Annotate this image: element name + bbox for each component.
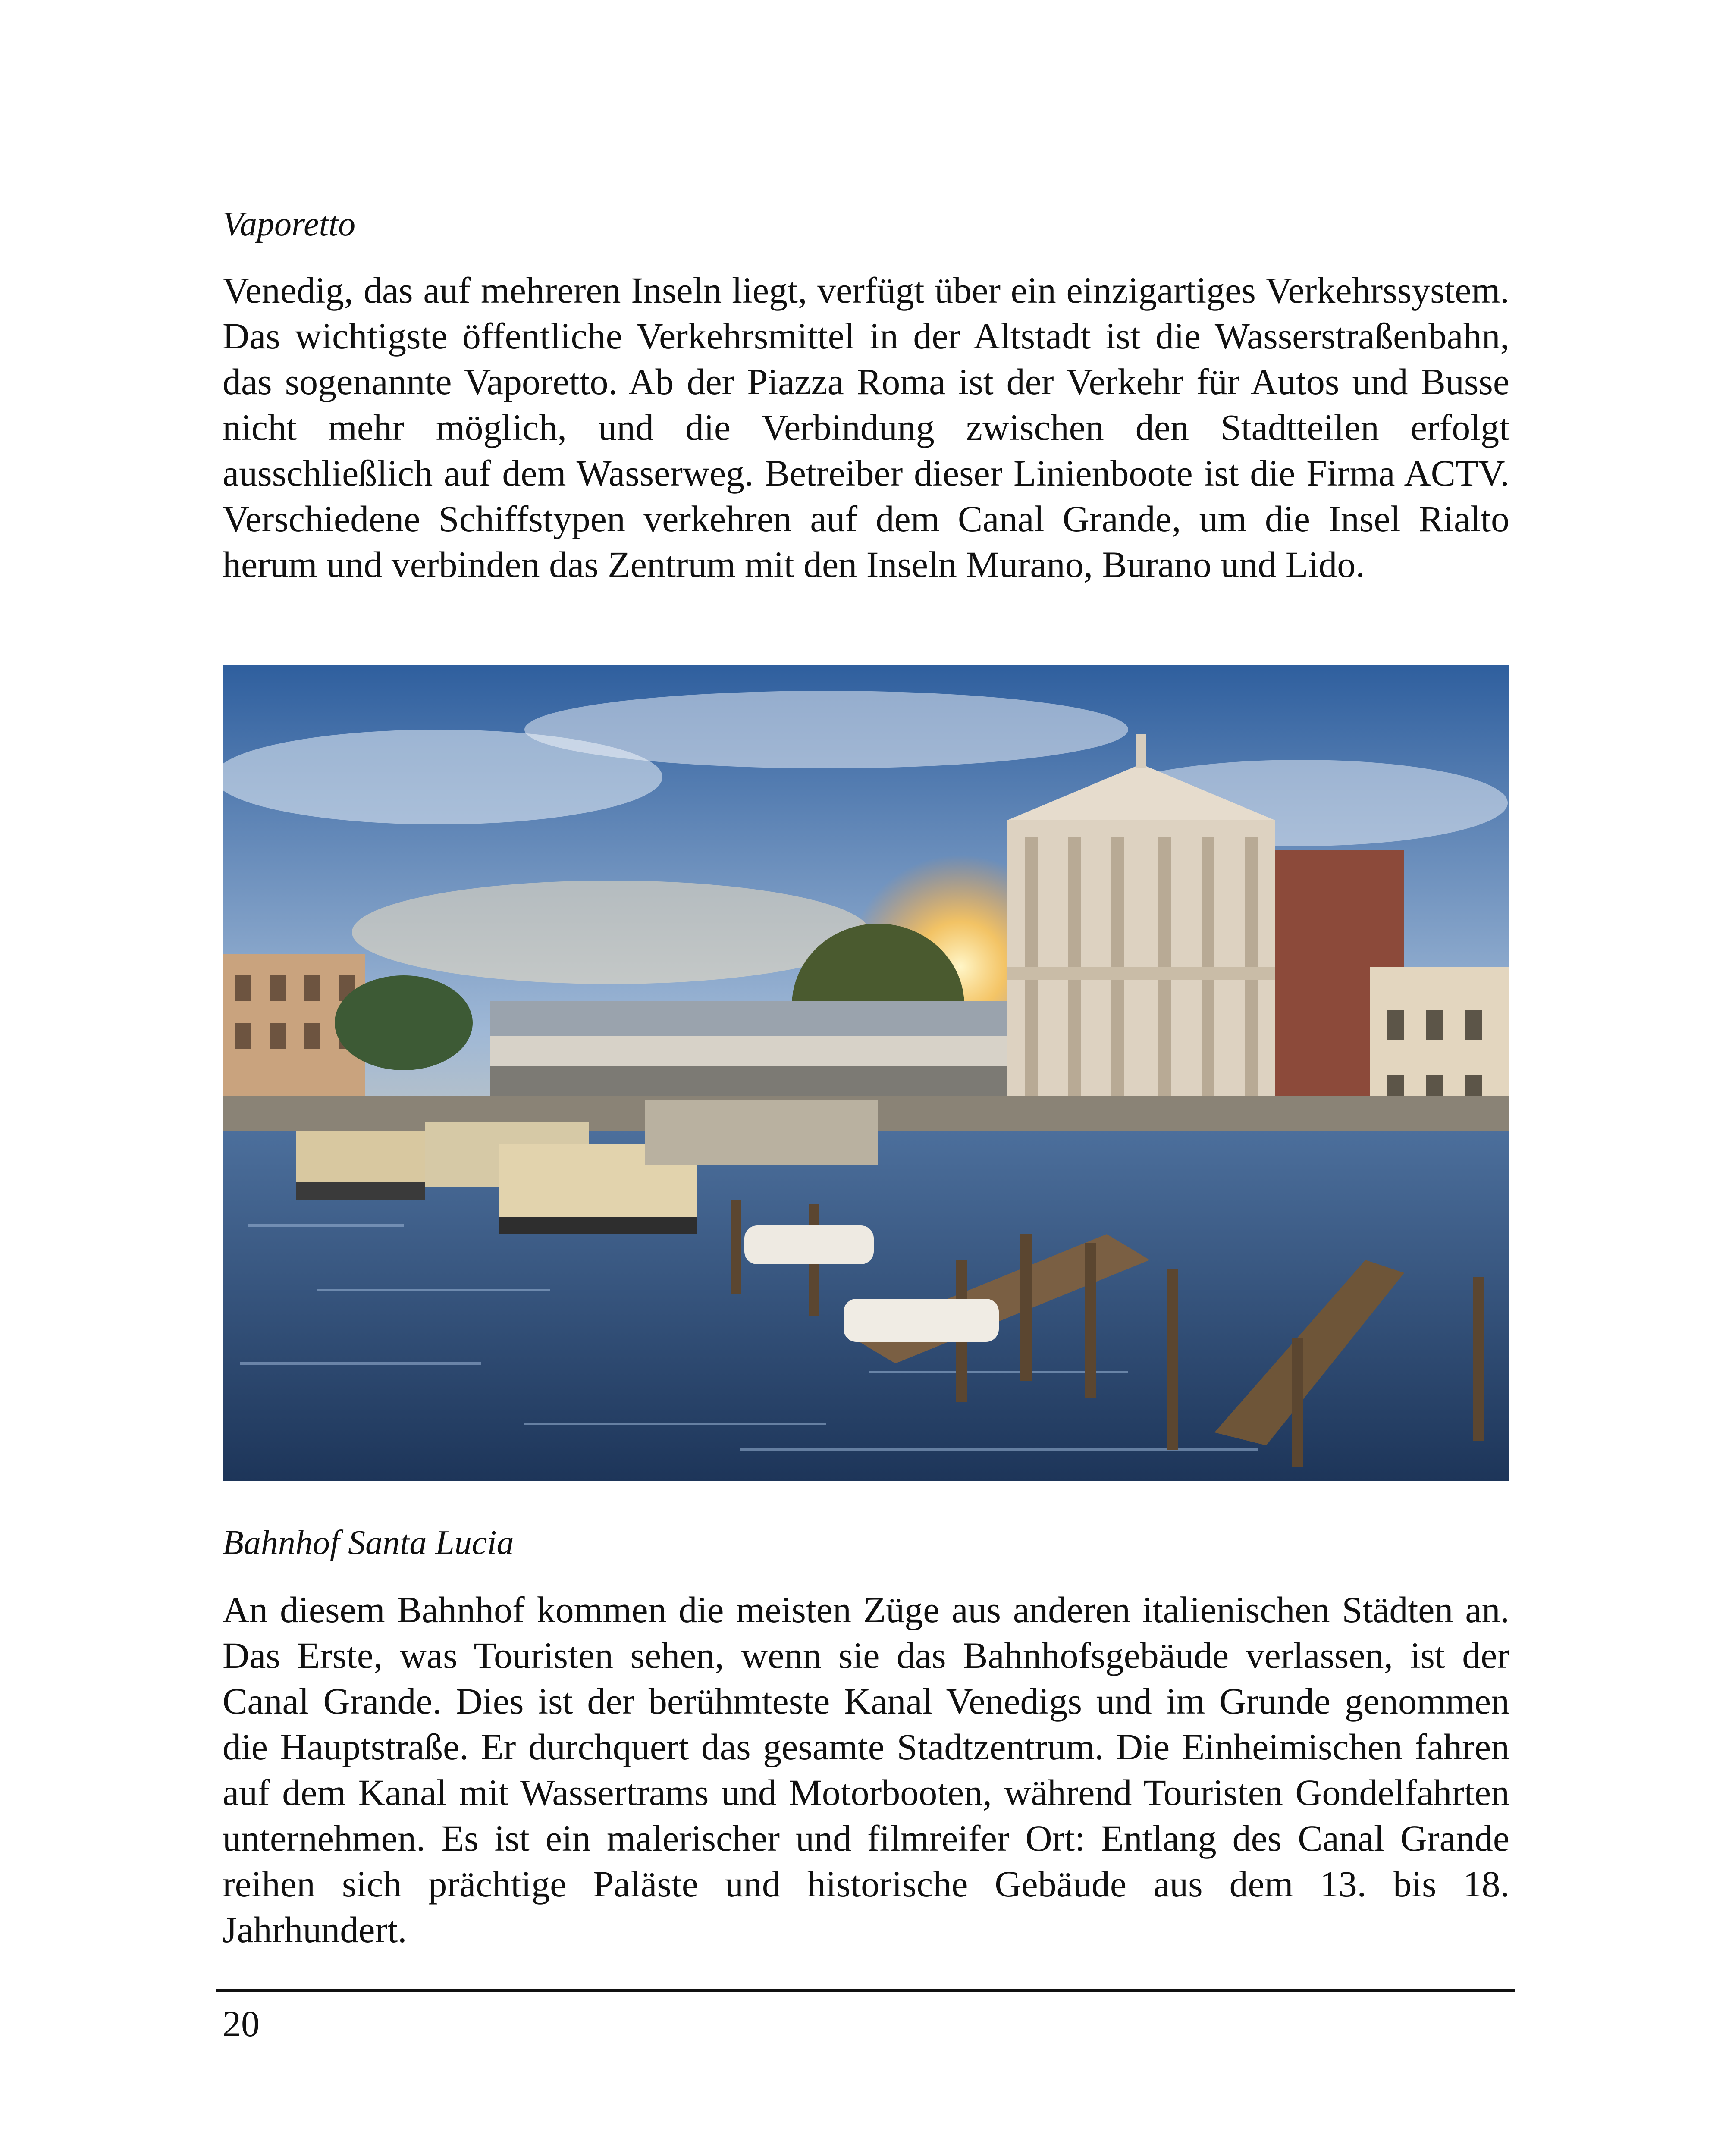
paragraph-vaporetto: Venedig, das auf mehreren Inseln liegt, verfügt über ein einzigartiges Verkehrssystem. Das wichtigste öffentliche Verkehrsmittel in der Altstadt ist die Wasserstraßenbahn, das sogenannte Vaporetto. Ab der Piazza Roma ist der Verkehr für Autos und Busse nicht mehr möglich, und die Verbindung zwischen den Stadtteilen erfolgt ausschließlich auf dem Wasserweg. Betreiber dieser Linienboote ist die Firma ACTV. Verschiedene Schiffstypen verkehren auf dem Canal Grande, um die Insel Rialto herum und verbinden das Zentrum mit den Inseln Murano, Burano und Lido.	[223, 270, 1509, 585]
page-number: 20	[223, 2003, 260, 2044]
venice-canal-photo	[223, 665, 1509, 1481]
paragraph-bahnhof: An diesem Bahnhof kommen die meisten Züge aus anderen italienischen Städten an. Das Erste, was Touristen sehen, wenn sie das Bahnhofsgebäude verlassen, ist der Canal Grande. Dies ist der berühmteste Kanal Venedigs und im Grunde genommen die Hauptstraße. Er durchquert das gesamte Stadtzentrum. Die Einheimischen fahren auf dem Kanal mit Wassertrams und Motorbooten, während Touristen Gondelfahrten unternehmen. Es ist ein malerischer und filmreifer Ort: Entlang des Canal Grande reihen sich prächtige Paläste und historische Gebäude aus dem 13. bis 18. Jahrhundert.	[223, 1589, 1509, 1950]
photo-illustration	[223, 665, 1509, 1481]
section-heading-bahnhof: Bahnhof Santa Lucia	[223, 1524, 514, 1562]
section-heading-vaporetto: Vaporetto	[223, 205, 356, 243]
footer-rule	[216, 1989, 1515, 1992]
